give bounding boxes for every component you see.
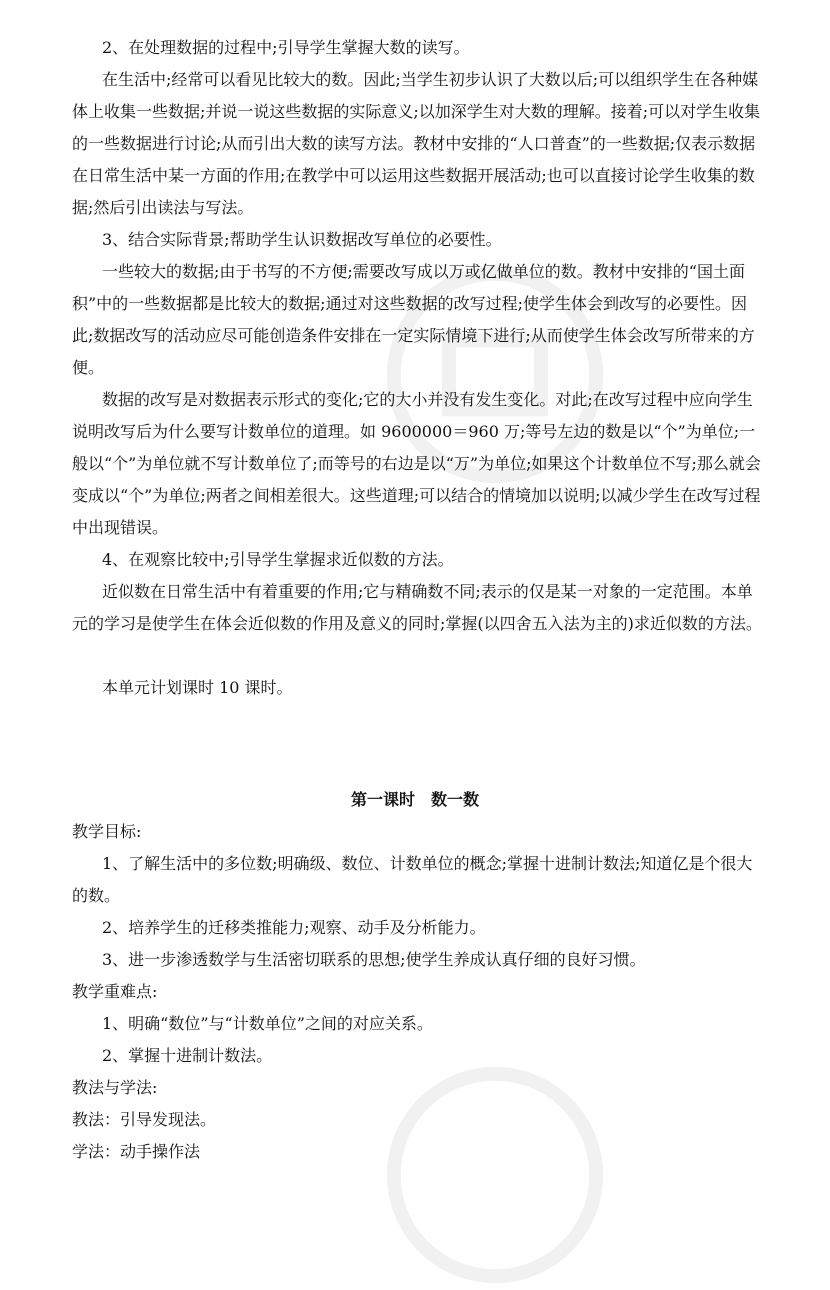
teaching-method: 教法：引导发现法。: [72, 1110, 217, 1129]
paragraph-rewrite-explanation: 数据的改写是对数据表示形式的变化;它的大小并没有发生变化。对此;在改写过程中应向学生说明改写后为什么要写计数单位的道理。如 9600000＝960 万;等号左边的数是以“个”为单位;一般以“个”为单位就不写计数单位了;而等号的右边是以“万”为单位;如果这个计数单位不写;那么就会变成以“个”为单位;两者之间相差很大。这些道理;可以结合的情境加以说明;以减少学生在改写过程中出现错误。: [72, 390, 761, 537]
paragraph-approximation: 近似数在日常生活中有着重要的作用;它与精确数不同;表示的仅是某一对象的一定范围。本单元的学习是使学生在体会近似数的作用及意义的同时;掌握(以四舍五入法为主的)求近似数的方法。: [72, 582, 762, 633]
learning-method: 学法：动手操作法: [72, 1142, 201, 1161]
key-point-item-2: 2、掌握十进制计数法。: [102, 1046, 273, 1065]
paragraph-item-4: 4、在观察比较中;引导学生掌握求近似数的方法。: [102, 550, 454, 569]
goal-item-2: 2、培养学生的迁移类推能力;观察、动手及分析能力。: [102, 918, 486, 937]
paragraph-item-3: 3、结合实际背景;帮助学生认识数据改写单位的必要性。: [102, 230, 502, 249]
goal-item-1: 1、了解生活中的多位数;明确级、数位、计数单位的概念;掌握十进制计数法;知道亿是个很大的数。: [72, 854, 753, 905]
goals-label: 教学目标:: [72, 822, 142, 841]
paragraph-class-hours: 本单元计划课时 10 课时。: [102, 678, 293, 697]
paragraph-media-data: 在生活中;经常可以看见比较大的数。因此;当学生初步认识了大数以后;可以组织学生在各种媒体上收集一些数据;并说一说这些数据的实际意义;以加深学生对大数的理解。接着;可以对学生收集的一些数据进行讨论;从而引出大数的读写方法。教材中安排的“人口普查”的一些数据;仅表示数据在日常生活中某一方面的作用;在教学中可以运用这些数据开展活动;也可以直接讨论学生收集的数据;然后引出读法与写法。: [72, 70, 761, 217]
paragraph-item-2: 2、在处理数据的过程中;引导学生掌握大数的读写。: [102, 38, 470, 57]
paragraph-rewrite-necessity: 一些较大的数据;由于书写的不方便;需要改写成以万或亿做单位的数。教材中安排的“国土面积”中的一些数据都是比较大的数据;通过对这些数据的改写过程;使学生体会到改写的必要性。因此;数据改写的活动应尽可能创造条件安排在一定实际情境下进行;从而使学生体会改写所带来的方便。: [72, 262, 755, 377]
key-points-label: 教学重难点:: [72, 982, 158, 1001]
method-label: 教法与学法:: [72, 1078, 158, 1097]
key-point-item-1: 1、明确“数位”与“计数单位”之间的对应关系。: [102, 1014, 433, 1033]
lesson-title: 第一课时 数一数: [350, 790, 479, 809]
goal-item-3: 3、进一步渗透数学与生活密切联系的思想;使学生养成认真仔细的良好习惯。: [102, 950, 646, 969]
